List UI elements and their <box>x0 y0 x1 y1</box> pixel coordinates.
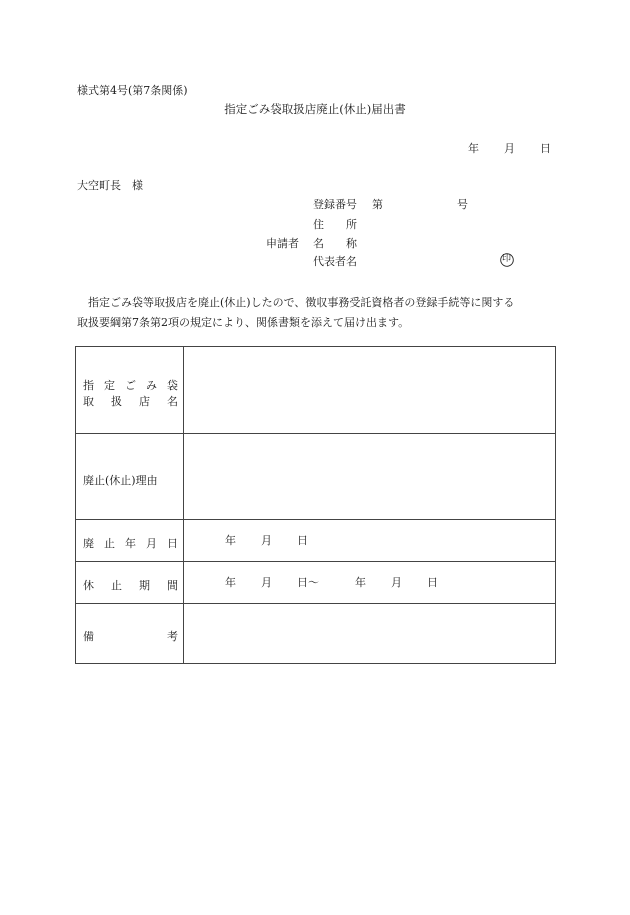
abolish-date-field[interactable] <box>184 520 555 562</box>
row-abolish-date <box>76 519 555 562</box>
row-suspend-period <box>76 561 555 604</box>
row-remarks <box>76 603 555 664</box>
suspend-from-year: 年 <box>225 576 236 589</box>
store-name-label-1: 指定ごみ袋 <box>83 379 178 392</box>
row-store-name <box>76 347 555 433</box>
applicant-label: 申請者 <box>266 237 299 250</box>
document-title: 指定ごみ袋取扱店廃止(休止)届出書 <box>224 102 406 116</box>
addressee: 大空町長 様 <box>77 179 143 192</box>
declaration-line-2: 取扱要綱第7条第2項の規定により、関係書類を添えて届け出ます。 <box>77 316 410 329</box>
suspend-to-year: 年 <box>355 576 366 589</box>
abolish-year: 年 <box>225 534 236 547</box>
abolish-date-label: 廃止年月日 <box>83 537 178 550</box>
abolish-date-label-cell <box>76 520 183 562</box>
registration-number-label: 登録番号 <box>313 198 357 211</box>
suspend-period-field[interactable] <box>184 562 555 604</box>
reason-label-cell <box>76 434 183 520</box>
suspend-from-month: 月 <box>261 576 272 589</box>
representative-label: 代表者名 <box>313 255 357 268</box>
declaration-text <box>77 293 557 333</box>
name-label: 名 称 <box>313 237 357 250</box>
remarks-label: 備考 <box>83 630 178 643</box>
row-reason <box>76 433 555 520</box>
address-label: 住 所 <box>313 218 357 231</box>
abolish-month: 月 <box>261 534 272 547</box>
abolish-day: 日 <box>297 534 308 547</box>
store-name-field[interactable] <box>184 347 555 433</box>
seal-icon <box>500 253 514 267</box>
seal-text: 印 <box>502 254 512 264</box>
suspend-to-month: 月 <box>391 576 402 589</box>
store-name-label-2: 取扱店名 <box>83 395 178 408</box>
date-year-label: 年 <box>468 142 479 155</box>
form-table <box>75 346 556 664</box>
suspend-to-day: 日 <box>427 576 438 589</box>
reason-label: 廃止(休止)理由 <box>83 474 158 487</box>
store-name-label-cell <box>76 347 183 433</box>
date-month-label: 月 <box>504 142 515 155</box>
registration-suffix: 号 <box>457 198 468 211</box>
date-day-label: 日 <box>540 142 551 155</box>
suspend-from-day: 日～ <box>297 576 319 589</box>
form-number: 様式第4号(第7条関係) <box>77 84 188 97</box>
registration-prefix: 第 <box>372 198 383 211</box>
suspend-period-label: 休止期間 <box>83 579 178 592</box>
reason-field[interactable] <box>184 434 555 520</box>
suspend-period-label-cell <box>76 562 183 604</box>
remarks-field[interactable] <box>184 604 555 664</box>
declaration-line-1: 指定ごみ袋等取扱店を廃止(休止)したので、徴収事務受託資格者の登録手続等に関する <box>77 296 515 309</box>
remarks-label-cell <box>76 604 183 664</box>
